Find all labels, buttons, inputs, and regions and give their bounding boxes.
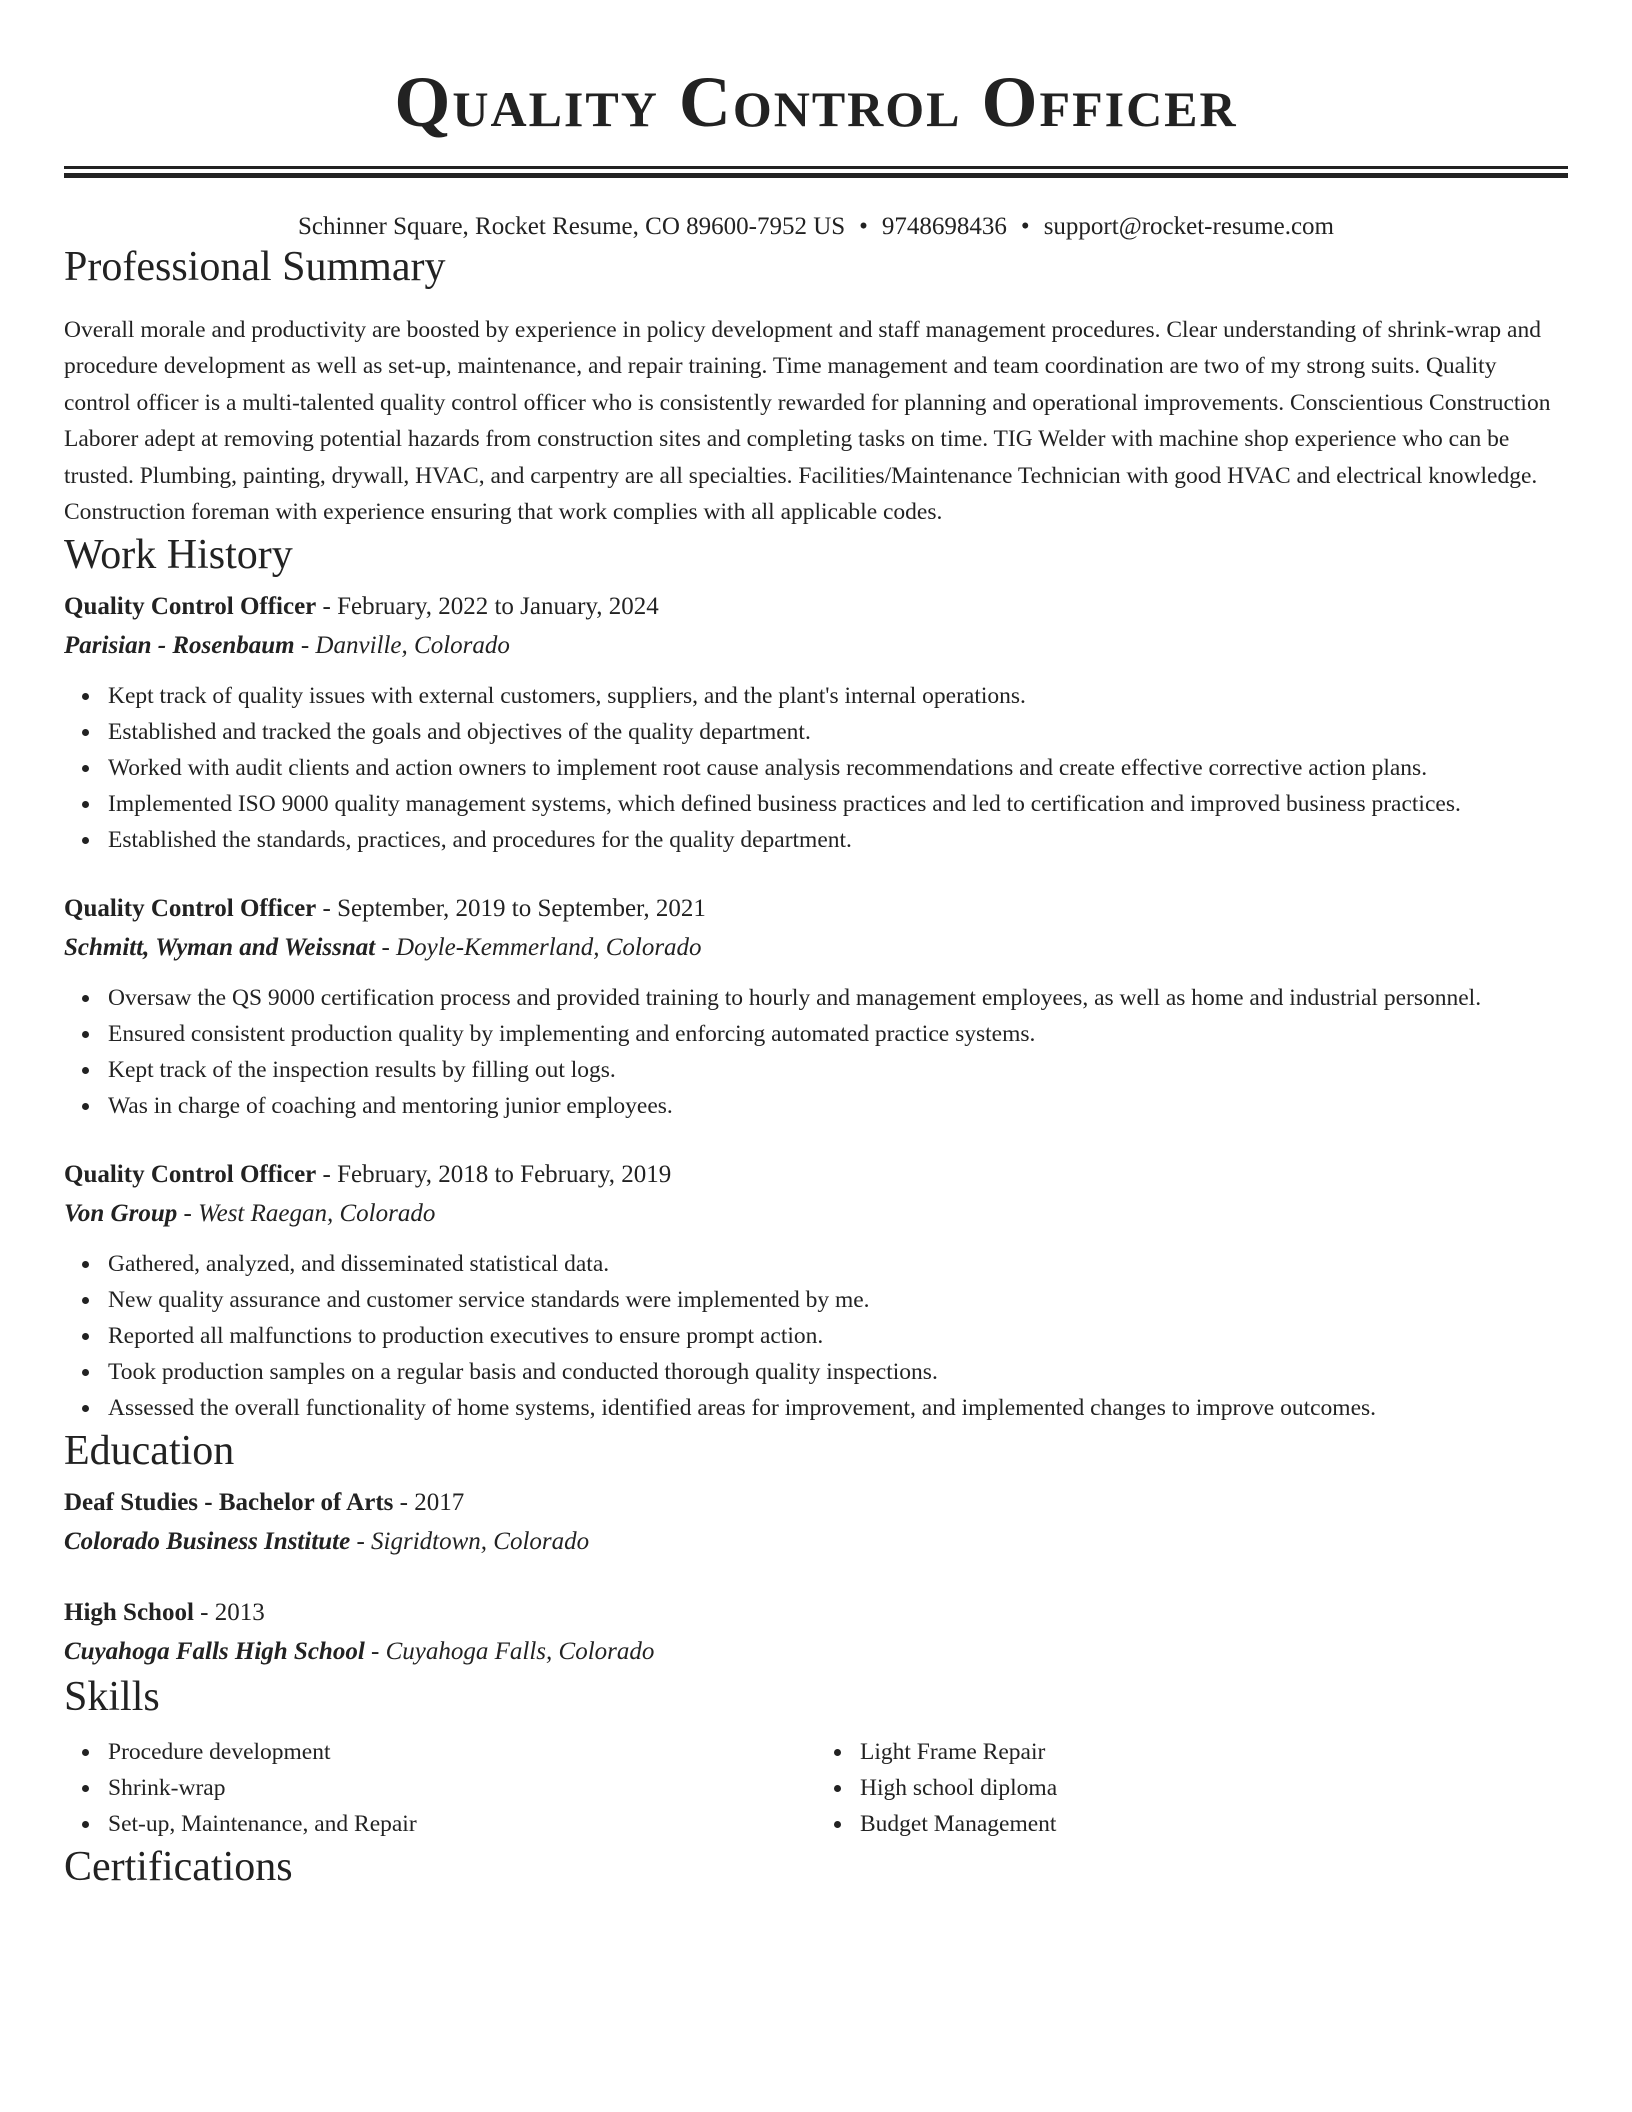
job-location: - Doyle-Kemmerland, Colorado bbox=[375, 934, 702, 962]
job-duties-list bbox=[64, 1246, 1568, 1426]
job-company: Schmitt, Wyman and Weissnat bbox=[64, 934, 376, 962]
summary-heading: Professional Summary bbox=[64, 244, 446, 290]
work-history-heading: Work History bbox=[64, 532, 293, 579]
list-item: Assessed the overall functionality of home systems, identified areas for improvement, and implemented changes to improve outcomes. bbox=[108, 1390, 1568, 1426]
education-header bbox=[64, 1484, 1568, 1522]
job-duties-list bbox=[64, 980, 1568, 1124]
list-item: Kept track of quality issues with external customers, suppliers, and the plant's internal operations. bbox=[108, 678, 1568, 714]
skills-list-left bbox=[64, 1734, 816, 1842]
list-item: Gathered, analyzed, and disseminated statistical data. bbox=[108, 1246, 1568, 1282]
contact-line bbox=[64, 212, 1568, 242]
job-role: Quality Control Officer bbox=[64, 895, 317, 923]
header-divider bbox=[64, 166, 1568, 178]
skills-heading: Skills bbox=[64, 1674, 160, 1721]
education-entry bbox=[64, 1484, 1568, 1562]
list-item: Implemented ISO 9000 quality management systems, which defined business practices and led to certification and improved business practices. bbox=[108, 786, 1568, 822]
job-company-line bbox=[64, 928, 1568, 968]
education-heading: Education bbox=[64, 1428, 235, 1475]
education-school: Colorado Business Institute bbox=[64, 1528, 351, 1556]
list-item: Was in charge of coaching and mentoring junior employees. bbox=[108, 1088, 1568, 1124]
job-entry bbox=[64, 1156, 1568, 1426]
skill-item: Shrink-wrap bbox=[108, 1770, 816, 1806]
list-item: Took production samples on a regular basis and conducted thorough quality inspections. bbox=[108, 1354, 1568, 1390]
job-duties-list bbox=[64, 678, 1568, 858]
education-school: Cuyahoga Falls High School bbox=[64, 1638, 365, 1666]
job-location: - Danville, Colorado bbox=[294, 632, 510, 660]
list-item: Kept track of the inspection results by filling out logs. bbox=[108, 1052, 1568, 1088]
education-year: - 2017 bbox=[393, 1489, 465, 1517]
job-location: - West Raegan, Colorado bbox=[177, 1200, 436, 1228]
education-school-line bbox=[64, 1522, 1568, 1562]
skill-item: Light Frame Repair bbox=[860, 1734, 1568, 1770]
contact-email: support@rocket-resume.com bbox=[1043, 213, 1334, 240]
skills-list-right bbox=[816, 1734, 1568, 1842]
spacer bbox=[64, 1562, 1568, 1594]
list-item: Ensured consistent production quality by implementing and enforcing automated practice systems. bbox=[108, 1016, 1568, 1052]
skill-item: Procedure development bbox=[108, 1734, 816, 1770]
education-header bbox=[64, 1594, 1568, 1632]
list-item: Reported all malfunctions to production executives to ensure prompt action. bbox=[108, 1318, 1568, 1354]
job-dates: - February, 2018 to February, 2019 bbox=[316, 1161, 672, 1189]
contact-separator: • bbox=[859, 213, 868, 240]
list-item: Worked with audit clients and action owners to implement root cause analysis recommendations and create effective corrective action plans. bbox=[108, 750, 1568, 786]
job-entry bbox=[64, 890, 1568, 1124]
education-location: - Sigridtown, Colorado bbox=[350, 1528, 590, 1556]
candidate-name: Quality Control Officer bbox=[394, 62, 1238, 142]
job-company-line bbox=[64, 626, 1568, 666]
contact-phone: 9748698436 bbox=[881, 213, 1007, 240]
list-item: Oversaw the QS 9000 certification process and provided training to hourly and management employees, as well as home and industrial personnel. bbox=[108, 980, 1568, 1016]
job-role: Quality Control Officer bbox=[64, 593, 317, 621]
list-item: New quality assurance and customer service standards were implemented by me. bbox=[108, 1282, 1568, 1318]
spacer bbox=[64, 1124, 1568, 1156]
certifications-heading: Certifications bbox=[64, 1844, 293, 1891]
skills-grid bbox=[64, 1734, 1568, 1842]
education-location: - Cuyahoga Falls, Colorado bbox=[364, 1638, 655, 1666]
skill-item: High school diploma bbox=[860, 1770, 1568, 1806]
job-role: Quality Control Officer bbox=[64, 1161, 317, 1189]
job-company: Von Group bbox=[64, 1200, 178, 1228]
job-company-line bbox=[64, 1194, 1568, 1234]
contact-address: Schinner Square, Rocket Resume, CO 89600-7952 US bbox=[298, 213, 846, 240]
education-degree: High School bbox=[64, 1599, 194, 1627]
job-company: Parisian - Rosenbaum bbox=[64, 632, 295, 660]
list-item: Established the standards, practices, and procedures for the quality department. bbox=[108, 822, 1568, 858]
skill-item: Set-up, Maintenance, and Repair bbox=[108, 1806, 816, 1842]
job-entry bbox=[64, 588, 1568, 858]
job-header bbox=[64, 1156, 1568, 1194]
job-header bbox=[64, 890, 1568, 928]
education-year: - 2013 bbox=[193, 1599, 265, 1627]
job-header bbox=[64, 588, 1568, 626]
job-dates: - September, 2019 to September, 2021 bbox=[316, 895, 706, 923]
summary-text: Overall morale and productivity are boosted by experience in policy development and staff management procedures. Clear understanding of shrink-wrap and procedure development as well as set-up, maintenance, and repair training. Time management and team coordination are two of my strong suits. Quality control officer is a multi-talented quality control officer who is consistently rewarded for planning and operational improvements. Conscientious Construction Laborer adept at removing potential hazards from construction sites and completing tasks on time. TIG Welder with machine shop experience who can be trusted. Plumbing, painting, drywall, HVAC, and carpentry are all specialties. Facilities/Maintenance Technician with good HVAC and electrical knowledge. Construction foreman with experience ensuring that work complies with all applicable codes. bbox=[64, 317, 1551, 526]
contact-separator: • bbox=[1020, 213, 1030, 240]
job-dates: - February, 2022 to January, 2024 bbox=[316, 593, 659, 621]
spacer bbox=[64, 858, 1568, 890]
education-school-line bbox=[64, 1632, 1568, 1672]
list-item: Established and tracked the goals and objectives of the quality department. bbox=[108, 714, 1568, 750]
skill-item: Budget Management bbox=[860, 1806, 1568, 1842]
education-degree: Deaf Studies - Bachelor of Arts bbox=[64, 1489, 394, 1517]
education-entry bbox=[64, 1594, 1568, 1672]
